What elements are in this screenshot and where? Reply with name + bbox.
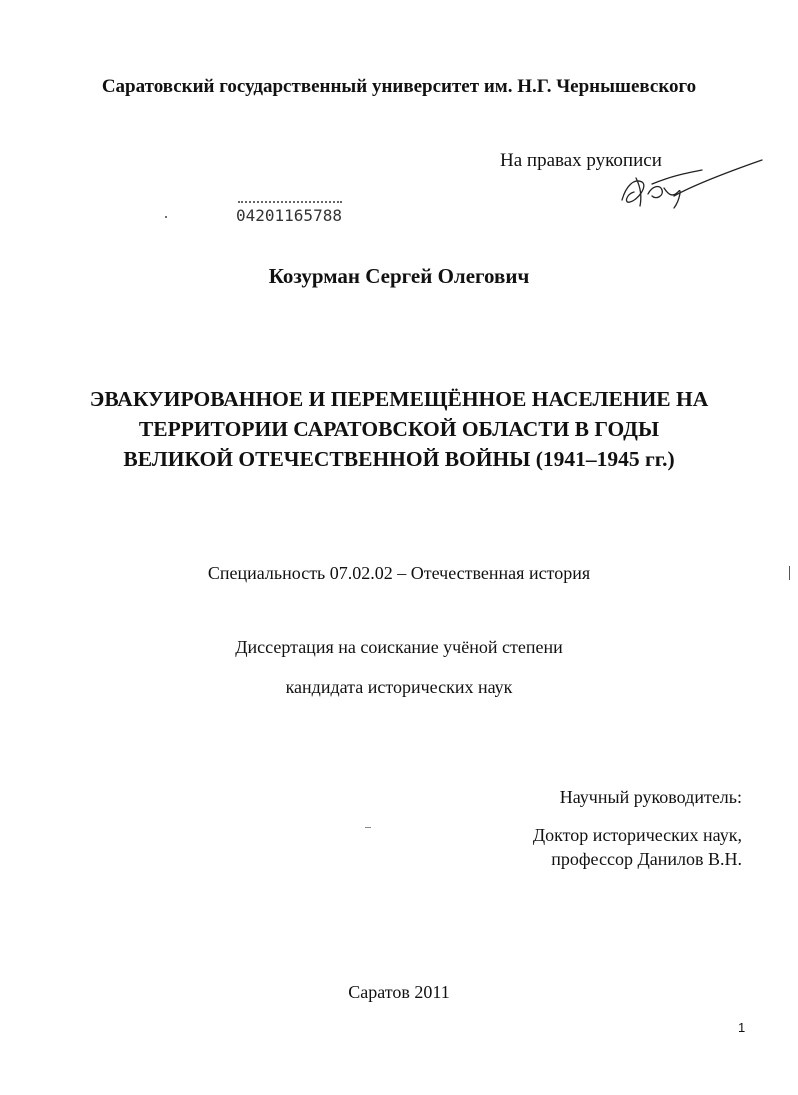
- city-year: Саратов 2011: [348, 982, 450, 1002]
- supervisor-label: Научный руководитель:: [559, 787, 742, 807]
- title-line-2: ТЕРРИТОРИИ САРАТОВСКОЙ ОБЛАСТИ В ГОДЫ: [138, 417, 660, 441]
- inventory-number: 04201165788: [236, 206, 342, 225]
- university-name: Саратовский государственный университет им. Н.Г. Чернышевского: [101, 76, 697, 97]
- specialty: Специальность 07.02.02 – Отечественная история: [207, 563, 591, 583]
- title-line-1: ЭВАКУИРОВАННОЕ И ПЕРЕМЕЩЁННОЕ НАСЕЛЕНИЕ НА: [89, 387, 709, 411]
- signature-icon: [612, 156, 772, 216]
- supervisor-name: профессор Данилов В.Н.: [551, 849, 742, 869]
- scan-edge-mark: [789, 566, 790, 580]
- title-line-3: ВЕЛИКОЙ ОТЕЧЕСТВЕННОЙ ВОЙНЫ (1941–1945 гг.): [123, 447, 675, 471]
- dissertation-title: [0, 384, 798, 474]
- page-number: 1: [738, 1020, 746, 1035]
- supervisor-degree: Доктор исторических наук,: [532, 825, 742, 845]
- degree-line-1: Диссертация на соискание учёной степени: [235, 637, 563, 657]
- degree-line-2: кандидата исторических наук: [285, 677, 513, 697]
- scan-dot: [165, 216, 167, 218]
- author-name: Козурман Сергей Олегович: [268, 264, 530, 288]
- manuscript-note: На правах рукописи: [500, 150, 662, 171]
- scan-stray-mark: [365, 827, 371, 828]
